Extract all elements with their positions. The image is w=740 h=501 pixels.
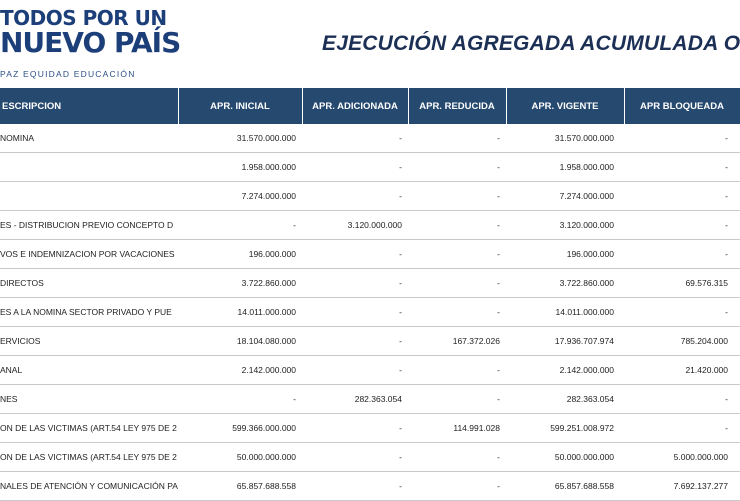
- cell-apr-inicial: 14.011.000.000: [178, 298, 302, 327]
- cell-apr-inicial: 2.142.000.000: [178, 356, 302, 385]
- header-apr-adicionada: APR. ADICIONADA: [302, 88, 408, 124]
- header-apr-reducida: APR. REDUCIDA: [408, 88, 506, 124]
- header-descripcion: ESCRIPCION: [0, 88, 178, 124]
- cell-apr-reducida: -: [408, 240, 506, 269]
- cell-descripcion: [0, 153, 178, 182]
- cell-apr-inicial: 50.000.000.000: [178, 443, 302, 472]
- cell-apr-reducida: -: [408, 182, 506, 211]
- table-row: [0, 327, 740, 356]
- logo-tagline: PAZ EQUIDAD EDUCACIÓN: [0, 69, 136, 79]
- cell-apr-inicial: -: [178, 385, 302, 414]
- table-header-row: [0, 88, 740, 124]
- cell-apr-vigente: 2.142.000.000: [506, 356, 624, 385]
- cell-apr-inicial: 599.366.000.000: [178, 414, 302, 443]
- cell-apr-reducida: -: [408, 124, 506, 153]
- cell-descripcion: [0, 182, 178, 211]
- cell-apr-adicionada: -: [302, 298, 408, 327]
- table-row: [0, 124, 740, 153]
- cell-apr-vigente: 7.274.000.000: [506, 182, 624, 211]
- cell-apr-reducida: -: [408, 443, 506, 472]
- cell-apr-vigente: 50.000.000.000: [506, 443, 624, 472]
- table-row: [0, 385, 740, 414]
- cell-apr-adicionada: -: [302, 443, 408, 472]
- logo: [0, 6, 181, 82]
- cell-apr-bloqueada: -: [624, 298, 740, 327]
- logo-line-2: NUEVO PAÍS: [0, 26, 181, 59]
- cell-apr-bloqueada: -: [624, 240, 740, 269]
- cell-apr-vigente: 3.120.000.000: [506, 211, 624, 240]
- cell-descripcion: VOS E INDEMNIZACION POR VACACIONES: [0, 240, 178, 269]
- cell-apr-bloqueada: 5.000.000.000: [624, 443, 740, 472]
- cell-apr-reducida: -: [408, 472, 506, 501]
- cell-apr-inicial: 3.722.860.000: [178, 269, 302, 298]
- cell-apr-vigente: 17.936.707.974: [506, 327, 624, 356]
- cell-apr-bloqueada: -: [624, 182, 740, 211]
- table-row: [0, 414, 740, 443]
- execution-table: [0, 88, 740, 501]
- cell-apr-adicionada: -: [302, 240, 408, 269]
- table-row: [0, 472, 740, 501]
- cell-apr-inicial: 7.274.000.000: [178, 182, 302, 211]
- header-apr-bloqueada: APR BLOQUEADA: [624, 88, 740, 124]
- cell-apr-inicial: 196.000.000: [178, 240, 302, 269]
- cell-apr-bloqueada: -: [624, 414, 740, 443]
- cell-apr-adicionada: 282.363.054: [302, 385, 408, 414]
- cell-descripcion: DIRECTOS: [0, 269, 178, 298]
- cell-descripcion: ES - DISTRIBUCION PREVIO CONCEPTO D: [0, 211, 178, 240]
- cell-apr-bloqueada: 21.420.000: [624, 356, 740, 385]
- cell-apr-reducida: -: [408, 356, 506, 385]
- cell-apr-vigente: 282.363.054: [506, 385, 624, 414]
- cell-descripcion: ANAL: [0, 356, 178, 385]
- cell-apr-reducida: -: [408, 153, 506, 182]
- cell-descripcion: ES A LA NOMINA SECTOR PRIVADO Y PUE: [0, 298, 178, 327]
- cell-apr-vigente: 196.000.000: [506, 240, 624, 269]
- cell-apr-inicial: 65.857.688.558: [178, 472, 302, 501]
- table-row: [0, 153, 740, 182]
- cell-apr-adicionada: -: [302, 269, 408, 298]
- cell-apr-adicionada: -: [302, 153, 408, 182]
- cell-descripcion: NALES DE ATENCIÓN Y COMUNICACIÓN PA: [0, 472, 178, 501]
- cell-apr-inicial: -: [178, 211, 302, 240]
- logo-line-1: TODOS POR UN: [0, 6, 167, 30]
- table-row: [0, 443, 740, 472]
- cell-descripcion: NES: [0, 385, 178, 414]
- cell-apr-inicial: 18.104.080.000: [178, 327, 302, 356]
- cell-apr-reducida: -: [408, 211, 506, 240]
- cell-apr-bloqueada: 69.576.315: [624, 269, 740, 298]
- table-row: [0, 182, 740, 211]
- header-apr-inicial: APR. INICIAL: [178, 88, 302, 124]
- cell-apr-bloqueada: -: [624, 385, 740, 414]
- cell-apr-vigente: 31.570.000.000: [506, 124, 624, 153]
- cell-apr-adicionada: -: [302, 124, 408, 153]
- cell-apr-inicial: 31.570.000.000: [178, 124, 302, 153]
- cell-apr-bloqueada: -: [624, 124, 740, 153]
- cell-apr-adicionada: -: [302, 182, 408, 211]
- cell-apr-bloqueada: -: [624, 211, 740, 240]
- cell-apr-adicionada: -: [302, 414, 408, 443]
- cell-apr-reducida: -: [408, 385, 506, 414]
- cell-apr-adicionada: -: [302, 327, 408, 356]
- cell-descripcion: NOMINA: [0, 124, 178, 153]
- cell-apr-reducida: -: [408, 269, 506, 298]
- table-row: [0, 298, 740, 327]
- cell-apr-vigente: 599.251.008.972: [506, 414, 624, 443]
- cell-apr-bloqueada: 7.692.137.277: [624, 472, 740, 501]
- report-title: EJECUCIÓN AGREGADA ACUMULADA O: [322, 32, 740, 55]
- cell-descripcion: ON DE LAS VICTIMAS (ART.54 LEY 975 DE 2: [0, 443, 178, 472]
- cell-apr-reducida: 167.372.026: [408, 327, 506, 356]
- cell-apr-reducida: 114.991.028: [408, 414, 506, 443]
- cell-apr-inicial: 1.958.000.000: [178, 153, 302, 182]
- cell-apr-bloqueada: -: [624, 153, 740, 182]
- cell-apr-adicionada: -: [302, 356, 408, 385]
- cell-apr-reducida: -: [408, 298, 506, 327]
- cell-apr-adicionada: 3.120.000.000: [302, 211, 408, 240]
- cell-apr-vigente: 1.958.000.000: [506, 153, 624, 182]
- cell-apr-vigente: 14.011.000.000: [506, 298, 624, 327]
- cell-descripcion: ERVICIOS: [0, 327, 178, 356]
- header-apr-vigente: APR. VIGENTE: [506, 88, 624, 124]
- cell-apr-vigente: 65.857.688.558: [506, 472, 624, 501]
- cell-apr-bloqueada: 785.204.000: [624, 327, 740, 356]
- table-row: [0, 356, 740, 385]
- table-row: [0, 240, 740, 269]
- table-row: [0, 269, 740, 298]
- cell-descripcion: ON DE LAS VICTIMAS (ART.54 LEY 975 DE 2: [0, 414, 178, 443]
- cell-apr-adicionada: -: [302, 472, 408, 501]
- table-row: [0, 211, 740, 240]
- cell-apr-vigente: 3.722.860.000: [506, 269, 624, 298]
